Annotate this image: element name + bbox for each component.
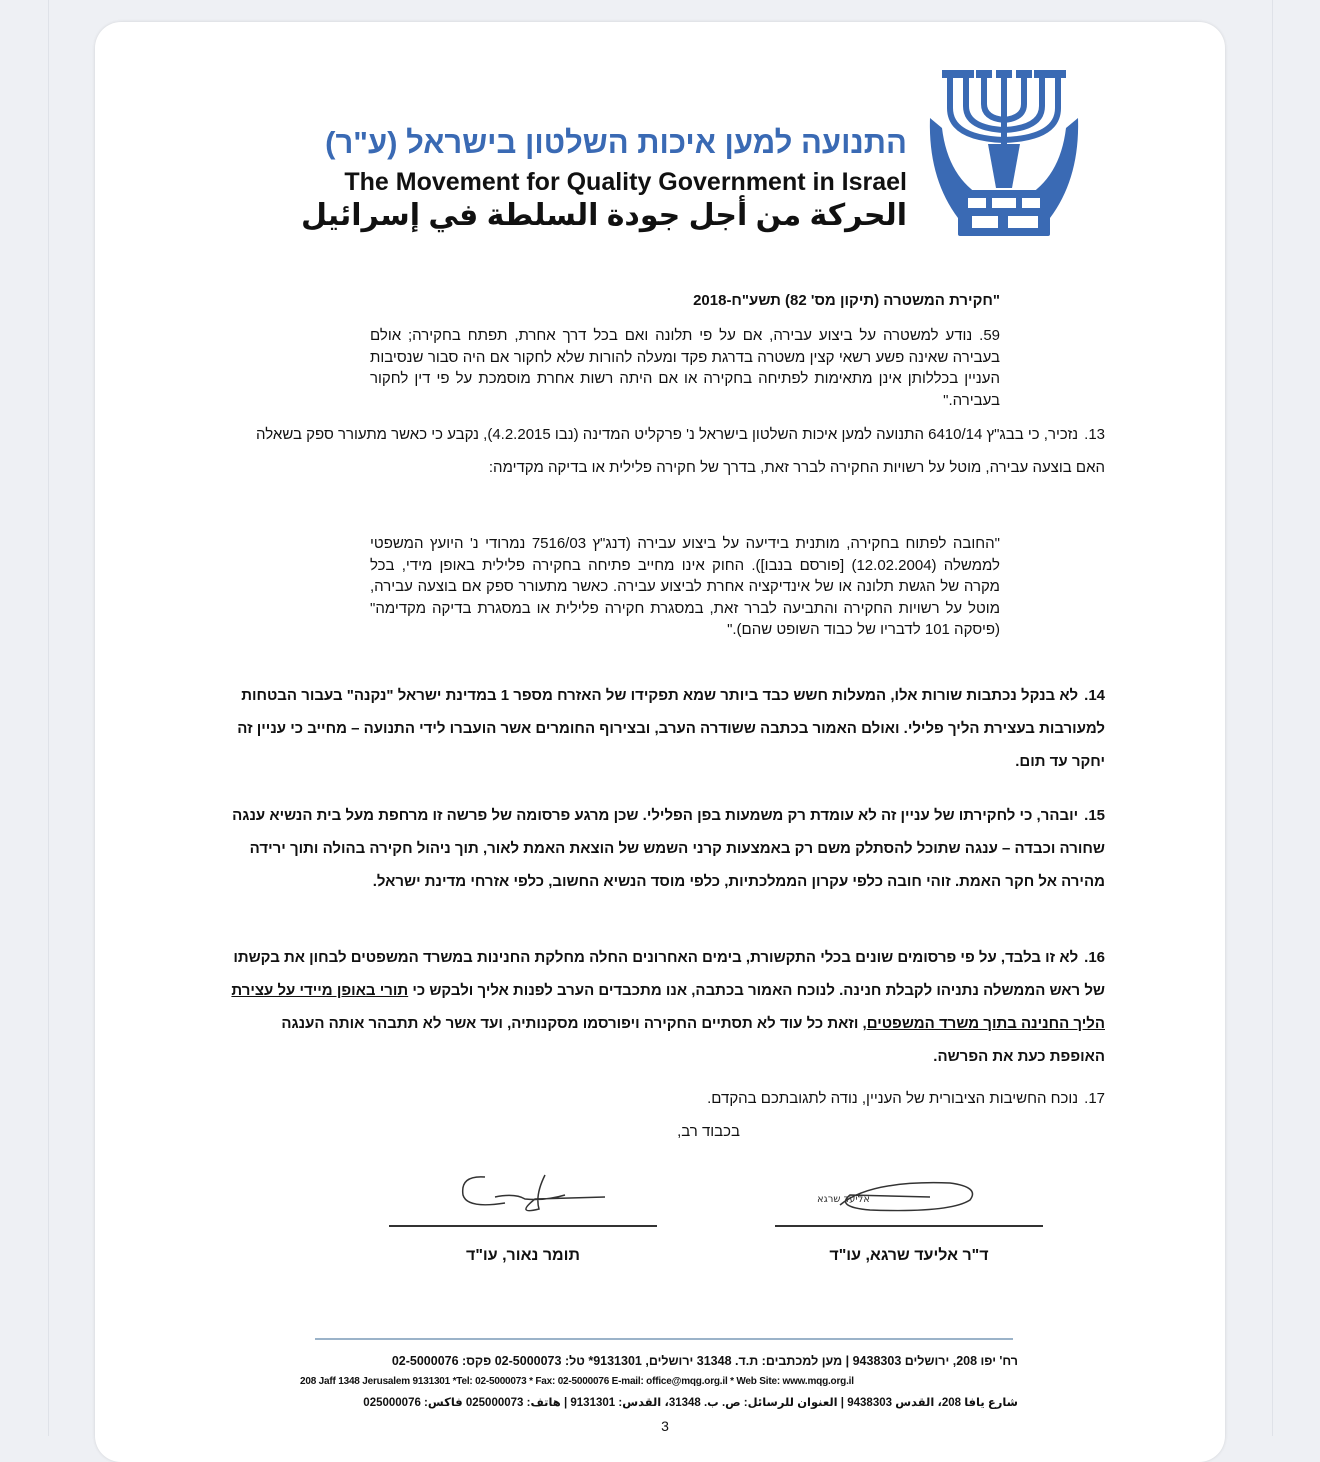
signature-scribble: אליעד שרגא: [816, 1194, 870, 1205]
footer-address-arabic: شارع يافا 208، القدس 9438303 | العنوان للرسائل: ص. ب. 31348، القدس: 9131301 | هاتف: 025000073 فاكس: 025000076: [363, 1397, 1018, 1409]
paragraph-17: [225, 1082, 1105, 1115]
quote-court-text: "החובה לפתוח בחקירה, מותנית בידיעה על ביצוע עבירה (דנג"ץ 7516/03 נמרודי נ' היועץ המשפטי לממשלה (12.02.2004) [פורסם בנבו]). החוק אינו מחייב פתיחה בחקירה פלילית באופן מידי, בכל מקרה של הגשת תלונה או של אינדיקציה אחרת לביצוע עבירה. כאשר מתעורר ספק אם בוצעה עבירה, מוטל על רשויות החקירה והתביעה לברר זאת, במסגרת חקירה פלילית או במסגרת בדיקה מקדימה" (פיסקה 101 לדבריו של כבוד השופט שהם).": [370, 535, 1000, 638]
paragraph-text: יובהר, כי לחקירתו של עניין זה לא עומדת רק משמעות בפן הפלילי. שכן מרגע פרסומה של פרשה זו מרחפת מעל בית הנשיא ענגה שחורה וכבדה – ענגה שתוכל להסתלק משם רק באמצעות קרני השמש של הוצאת האמת לאור, תוך ניהול חקירה בהולה ותוך ירידה מהירה אל חקר האמת. זוהי חובה כלפי עקרון הממלכתיות, כלפי מוסד הנשיא החשוב, כלפי אזרחי מדינת ישראל.: [232, 807, 1105, 890]
paragraph-15: [225, 799, 1105, 898]
signatory-name: ד"ר אליעד שרגא, עו"ד: [829, 1247, 989, 1264]
org-name-arabic: الحركة من أجل جودة السلطة في إسرائيل: [300, 199, 907, 232]
footer-address-hebrew: רח' יפו 208, ירושלים 9438303 | מען למכתבים: ת.ד. 31348 ירושלים, 9131301* טל: 02-5000073 פקס: 02-5000076: [391, 1354, 1018, 1368]
closing-salutation: בכבוד רב,: [677, 1123, 740, 1140]
paragraph-text: לא בנקל נכתבות שורות אלו, המעלות חשש כבד ביותר שמא תפקידו של האזרח מספר 1 במדינת ישראל "נקנה" בעבור הבטחות למעורבות בעצירת הליך פלילי. ואולם האמור בכתבה ששודרה הערב, ובצירוף החומרים אשר הועברו לידי התנועה – מחייב כי עניין זה יחקר עד תום.: [237, 687, 1105, 770]
footer-address-english: 208 Jaff 1348 Jerusalem 9131301 *Tel: 02-5000073 * Fax: 02-5000076 E-mail: office@mqg.org.il * Web Site: www.mqg.org.il: [300, 1376, 854, 1387]
paragraph-number: 14.: [1084, 687, 1105, 704]
signature-line: [775, 1225, 1043, 1227]
paragraph-number: 15.: [1084, 807, 1105, 824]
page-edge-left: [48, 0, 49, 1436]
signature-image: [816, 1175, 980, 1215]
paragraph-13: [225, 418, 1105, 484]
paragraph-text: , וזאת כל עוד לא תסתיים החקירה ויפורסמו מסקנותיה, ועד אשר לא תתבהר אותה הענגה האופפת כעת את הפרשה.: [281, 1015, 1105, 1065]
paragraph-number: 13.: [1084, 426, 1105, 443]
menorah-hands-logo-icon: [928, 68, 1080, 240]
paragraph-16: [225, 941, 1105, 1073]
paragraph-text: נזכיר, כי בבג"ץ 6410/14 התנועה למען איכות השלטון בישראל נ' פרקליט המדינה (נבו 4.2.2015), נקבע כי כאשר מתעורר ספק בשאלה האם בוצעה עבירה, מוטל על רשויות החקירה לברר זאת, בדרך של חקירה פלילית או בדיקה מקדימה:: [256, 426, 1105, 476]
paragraph-14: [225, 679, 1105, 778]
quote-law-text: 59. נודע למשטרה על ביצוע עבירה, אם על פי תלונה ואם בכל דרך אחרת, תפתח בחקירה; אולם בעבירה שאינה פשע רשאי קצין משטרה בדרגת פקד ומעלה להורות שלא לחקור אם היה סבור שנסיבות העניין בכללותן אינן מתאימות לפתיחה בחקירה או אם היתה רשות אחרת מוסמכת על פי דין לחקור בעבירה.": [370, 327, 1000, 409]
paragraph-text-underlined: תורי באופן מיידי על עצירת הליך החנינה בתוך משרד המשפטים: [231, 982, 1105, 1032]
footer-divider: [315, 1338, 1013, 1340]
paragraph-number: 16.: [1084, 949, 1105, 966]
paragraph-number: 17.: [1084, 1090, 1105, 1107]
org-name-english: The Movement for Quality Government in Israel: [344, 168, 907, 196]
signature-line: [389, 1225, 657, 1227]
signatory-name: תומר נאור, עו"ד: [466, 1247, 580, 1264]
quote-law-title: "חקירת המשטרה (תיקון מס' 82) תשע"ח-2018: [693, 292, 1000, 309]
paragraph-text: לא זו בלבד, על פי פרסומים שונים בכלי התקשורת, בימים האחרונים החלה מחלקת החנינות במשרד המשפטים לבחון את בקשתו של ראש הממשלה נתניהו לקבלת חנינה. לנוכח האמור בכתבה, אנו מתכבדים הערב לפנות אליך ולבקש כי: [233, 949, 1105, 999]
org-name-hebrew: התנועה למען איכות השלטון בישראל (ע"ר): [325, 125, 907, 160]
signature-image: [455, 1165, 615, 1215]
page-number: 3: [661, 1418, 669, 1434]
scrollbar-track[interactable]: [1272, 0, 1273, 1436]
paragraph-text: נוכח החשיבות הציבורית של העניין, נודה לתגובתכם בהקדם.: [707, 1090, 1079, 1107]
